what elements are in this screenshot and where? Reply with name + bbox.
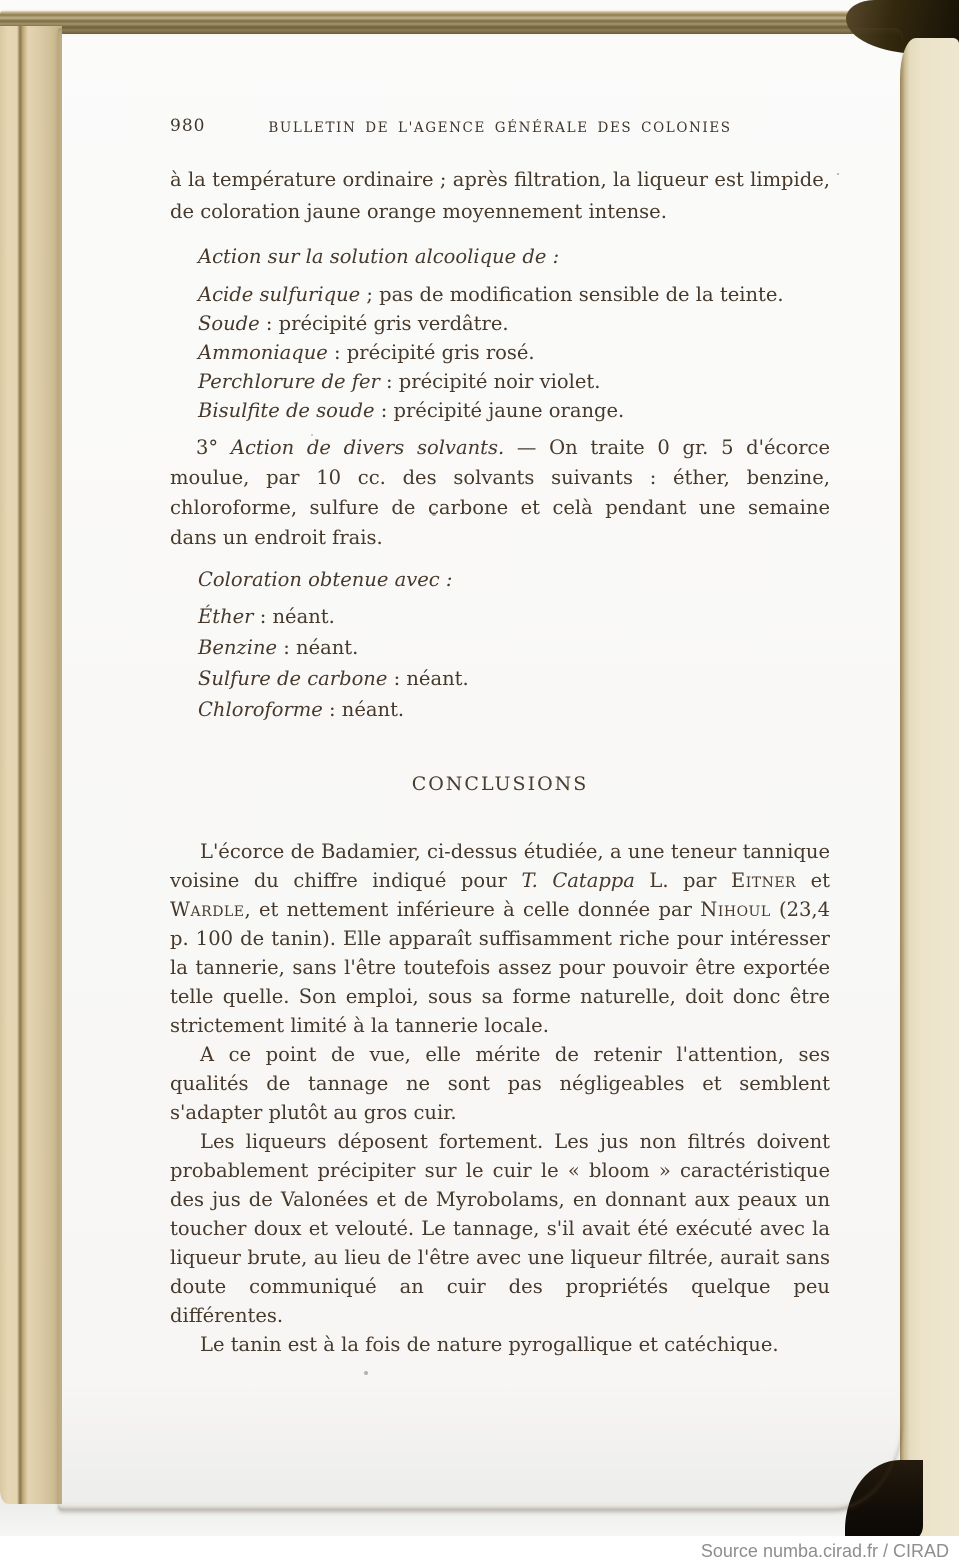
reaction-item [198, 396, 830, 425]
paper-specks [58, 28, 60, 30]
reagent-name: Perchlorure de fer [198, 370, 380, 393]
reaction-result: précipité jaune orange. [393, 399, 625, 422]
reaction-item [198, 280, 830, 309]
solvent-name: Éther [198, 605, 254, 628]
reagent-name: Acide sulfurique [198, 283, 361, 306]
running-header [170, 116, 830, 138]
reagent-name: Ammoniaque [198, 341, 328, 364]
source-watermark-text: Source numba.cirad.fr / CIRAD [700, 1540, 949, 1561]
conclusions-paragraph: Les liqueurs déposent fortement. Les jus non filtrés doivent probablement précipiter sur le cuir le « bloom » caractéristique des jus de Valonées et de Myrobolams, en donnant aux peaux un toucher doux et velouté. Le tannage, s'il avait été exécuté avec la liqueur brute, au lieu de l'être avec une liqueur filtrée, aurait sans doute communiqué an cuir des propriétés quelque peu différentes. [170, 1130, 830, 1327]
separator: : [322, 698, 342, 721]
journal-title: BULLETIN DE L'AGENCE GÉNÉRALE DES COLONIES [268, 120, 732, 136]
reaction-item [198, 338, 830, 367]
conclusions-heading: CONCLUSIONS [411, 773, 589, 795]
conclusions-paragraph: Le tanin est à la fois de nature pyrogallique et catéchique. [200, 1333, 779, 1356]
alcohol-reaction-list [170, 280, 830, 425]
reaction-result: précipité gris verdâtre. [278, 312, 509, 335]
reaction-result: pas de modification sensible de la teinte. [379, 283, 784, 306]
coloration-result: néant. [406, 667, 469, 690]
solvent-name: Chloroforme [198, 698, 323, 721]
source-watermark-bar [0, 1536, 959, 1566]
scanned-page [58, 28, 903, 1510]
coloration-item [198, 632, 830, 663]
coloration-item [198, 663, 830, 694]
coloration-item [198, 601, 830, 632]
intro-paragraph: à la température ordinaire ; après filtration, la liqueur est limpide, de coloration jaune orange moyennement intense. [170, 168, 830, 223]
separator: : [259, 312, 279, 335]
separator: ; [360, 283, 380, 306]
alcohol-section-lead: Action sur la solution alcoolique de : [198, 245, 560, 268]
coloration-result: néant. [296, 636, 359, 659]
solvent-name: Sulfure de carbone [198, 667, 388, 690]
solvents-paragraph: 3° Action de divers solvants. — On traite 0 gr. 5 d'écorce moulue, par 10 cc. des solvants suivants : éther, benzine, chloroforme, sulfure de carbone et celà pendant une semaine dans un endroit frais. [170, 436, 830, 549]
reaction-item [198, 309, 830, 338]
separator: : [374, 399, 394, 422]
separator: : [277, 636, 297, 659]
conclusions-section [170, 837, 830, 1359]
conclusions-paragraph: L'écorce de Badamier, ci-dessus étudiée, a une teneur tannique voisine du chiffre indiqué pour T. Catappa L. par Eitner et Wardle, et nettement inférieure à celle donnée par Nihoul (23,4 p. 100 de tanin). Elle apparaît suffisamment riche pour intéresser la tannerie, sans l'être toutefois assez pour pouvoir être exportée telle quelle. Son emploi, sous sa forme naturelle, doit donc être strictement limité à la tannerie locale. [170, 840, 830, 1037]
book-left-page-edges [0, 26, 62, 1504]
coloration-result-list [170, 601, 830, 725]
reagent-name: Soude [198, 312, 260, 335]
coloration-section-lead: Coloration obtenue avec : [198, 568, 453, 591]
conclusions-paragraph: A ce point de vue, elle mérite de retenir l'attention, ses qualités de tannage ne sont pas négligeables et semblent s'adapter plutôt au gros cuir. [170, 1043, 830, 1124]
reaction-result: précipité gris rosé. [346, 341, 535, 364]
reaction-result: précipité noir violet. [398, 370, 601, 393]
next-page-edge [900, 38, 959, 1542]
page-number: 980 [170, 116, 206, 136]
coloration-item [198, 694, 830, 725]
separator: : [327, 341, 347, 364]
separator: : [253, 605, 273, 628]
coloration-result: néant. [272, 605, 335, 628]
reagent-name: Bisulfite de soude [198, 399, 375, 422]
solvent-name: Benzine [198, 636, 278, 659]
reaction-item [198, 367, 830, 396]
separator: : [379, 370, 399, 393]
separator: : [387, 667, 407, 690]
page-text-column [170, 28, 830, 1359]
coloration-result: néant. [341, 698, 405, 721]
